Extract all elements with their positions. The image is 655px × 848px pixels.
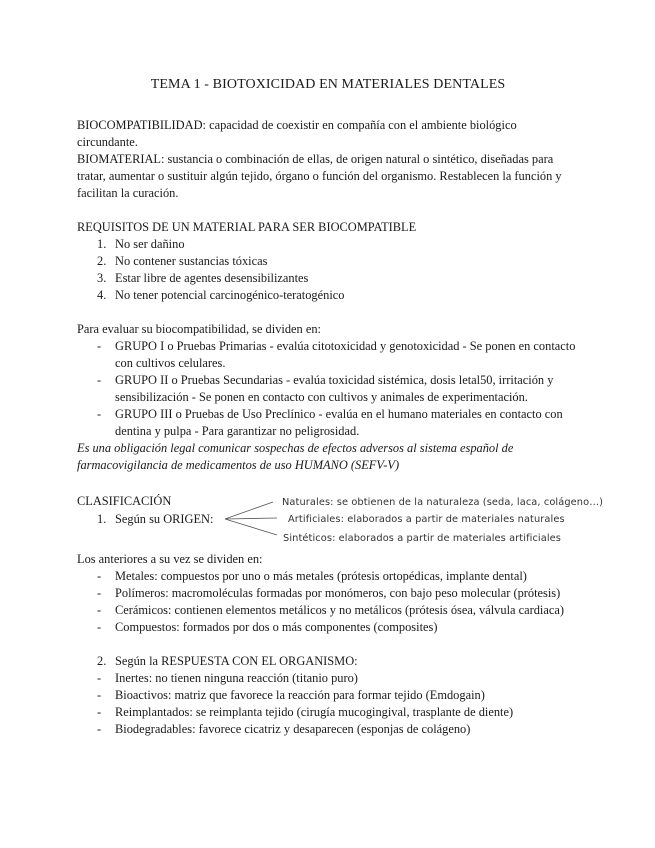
branch-label-artificial: Artificiales: elaborados a partir de materiales naturales (288, 514, 565, 525)
list-item-text: Biodegradables: favorece cicatriz y desaparecen (esponjas de colágeno) (115, 722, 471, 736)
requisitos-list (77, 236, 579, 304)
branch-label-natural: Naturales: se obtienen de la naturaleza (seda, laca, colágeno…) (282, 497, 604, 508)
branch-line-sintetico (225, 519, 277, 535)
document-page (77, 76, 604, 738)
list-item-text: Inertes: no tienen ninguna reacción (titanio puro) (115, 671, 358, 685)
list-number: 1. (97, 237, 107, 251)
list-item (77, 704, 579, 721)
list-item-text: GRUPO I o Pruebas Primarias - evalúa citotoxicidad y genotoxicidad - Se ponen en contacto con cultivos celulares. (115, 339, 576, 370)
list-item (77, 372, 579, 406)
definition-term: BIOMATERIAL: (77, 152, 165, 166)
evaluacion-intro: Para evaluar su biocompatibilidad, se dividen en: (77, 322, 321, 336)
definition-biomaterial (77, 151, 579, 202)
list-item (77, 338, 579, 372)
list-item (77, 287, 579, 304)
list-bullet: - (97, 586, 102, 600)
list-number: 3. (97, 271, 107, 285)
list-item-text: GRUPO II o Pruebas Secundarias - evalúa toxicidad sistémica, dosis letal50, irritación y sensibilización - Se ponen en contacto con cultivos y animales de experimentación. (115, 373, 554, 404)
list-number: 2. (97, 654, 107, 668)
list-item (77, 270, 579, 287)
requisitos-heading: REQUISITOS DE UN MATERIAL PARA SER BIOCOMPATIBLE (77, 220, 417, 234)
list-number: 4. (97, 288, 107, 302)
list-item (77, 236, 579, 253)
branch-label-sintetico: Sintéticos: elaborados a partir de materiales artificiales (283, 533, 562, 544)
list-number: 2. (97, 254, 107, 268)
list-bullet: - (97, 688, 102, 702)
list-bullet: - (97, 373, 102, 387)
definition-term: BIOCOMPATIBILIDAD: (77, 118, 206, 132)
list-item-text: Compuestos: formados por dos o más componentes (composites) (115, 620, 438, 634)
list-item-text: GRUPO III o Pruebas de Uso Preclínico - evalúa en el humano materiales en contacto con dentina y pulpa - Para garantizar no peligrosidad. (115, 407, 563, 438)
list-item-text: Metales: compuestos por uno o más metales (prótesis ortopédicas, implante dental) (115, 569, 527, 583)
evaluacion-list (77, 338, 579, 440)
respuesta-heading-list (77, 653, 579, 670)
definition-text: capacidad de coexistir en compañía con el ambiente biológico circundante. (77, 118, 517, 149)
list-bullet: - (97, 407, 102, 421)
list-bullet: - (97, 671, 102, 685)
list-item-text: No contener sustancias tóxicas (115, 254, 268, 268)
list-item (77, 721, 579, 738)
list-bullet: - (97, 705, 102, 719)
subdivision-intro: Los anteriores a su vez se dividen en: (77, 552, 263, 566)
list-item (77, 568, 579, 585)
list-item (77, 585, 579, 602)
list-item (77, 406, 579, 440)
origin-label: Según su ORIGEN: (115, 512, 214, 526)
list-item-text: Reimplantados: se reimplanta tejido (cirugía mucogingival, trasplante de diente) (115, 705, 514, 719)
list-bullet: - (97, 339, 102, 353)
branch-line-natural (225, 502, 273, 519)
legal-note: Es una obligación legal comunicar sospechas de efectos adversos al sistema español de farmacovigilancia de medicamentos de uso HUMANO (SEFV-V) (77, 441, 514, 472)
branch-line-artificial (225, 518, 277, 519)
list-item (77, 653, 579, 670)
list-bullet: - (97, 620, 102, 634)
list-item (77, 670, 579, 687)
clasificacion-block (77, 491, 604, 551)
definition-text: sustancia o combinación de ellas, de origen natural o sintético, diseñadas para tratar, aumentar o sustituir algún tejido, órgano o función del organismo. Restablecen la función y facilitan la curación. (77, 152, 562, 200)
list-bullet: - (97, 603, 102, 617)
list-item-text: Estar libre de agentes desensibilizantes (115, 271, 309, 285)
list-item-text: No tener potencial carcinogénico-teratogénico (115, 288, 345, 302)
list-bullet: - (97, 569, 102, 583)
respuesta-list (77, 670, 579, 738)
list-item (77, 253, 579, 270)
definition-biocompatibilidad (77, 117, 579, 151)
list-item-text: Polímeros: macromoléculas formadas por monómeros, con bajo peso molecular (prótesis) (115, 586, 561, 600)
list-item-text: Cerámicos: contienen elementos metálicos y no metálicos (prótesis ósea, válvula cardiaca) (115, 603, 564, 617)
list-item (77, 602, 579, 619)
list-item (77, 619, 579, 636)
list-item-text: No ser dañino (115, 237, 185, 251)
respuesta-heading: Según la RESPUESTA CON EL ORGANISMO: (115, 654, 358, 668)
list-item-text: Bioactivos: matriz que favorece la reacción para formar tejido (Emdogain) (115, 688, 485, 702)
subdivision-list (77, 568, 579, 636)
document-title: TEMA 1 - BIOTOXICIDAD EN MATERIALES DENTALES (150, 77, 506, 92)
clasificacion-heading: CLASIFICACIÓN (77, 494, 172, 508)
list-number: 1. (97, 512, 107, 526)
list-bullet: - (97, 722, 102, 736)
list-item (77, 687, 579, 704)
